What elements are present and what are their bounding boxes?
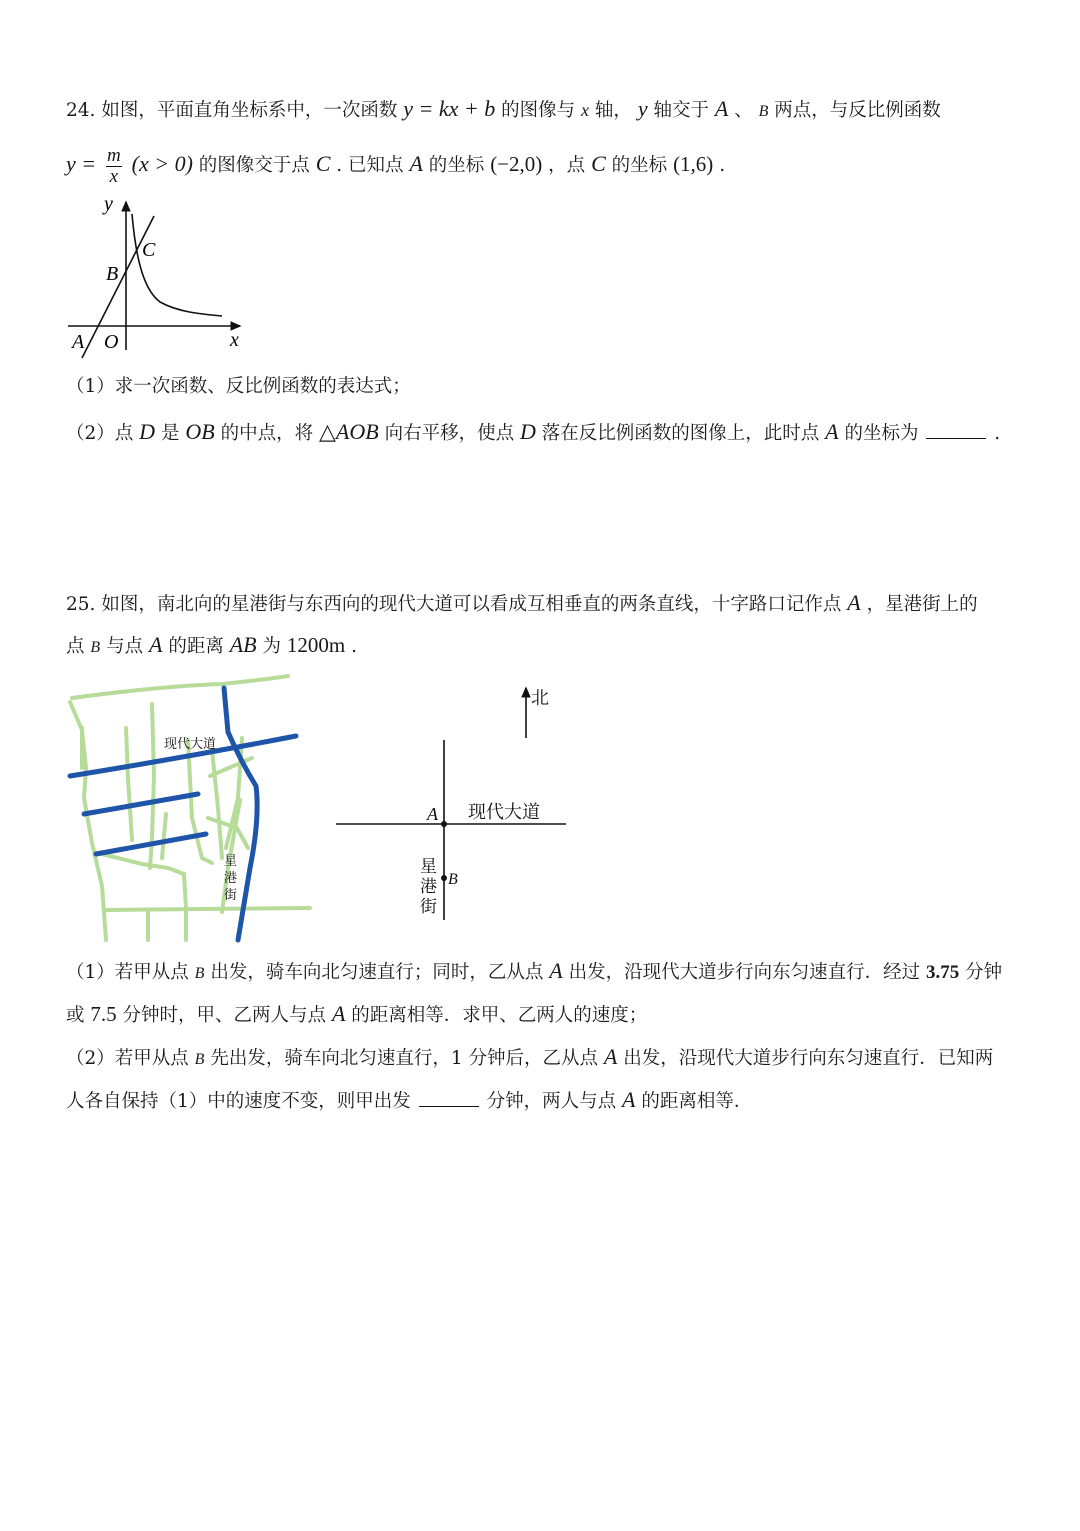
q24-text: . 已知点 [336,155,404,176]
point-A: A [621,1087,636,1112]
q24-part-1: （1）求一次函数、反比例函数的表达式； [66,376,411,397]
q25-text: 或 [66,1005,85,1026]
graph-C-label: C [142,239,156,261]
time-1: 3.75 [926,962,960,983]
q25-text: 如图，南北向的星港街与东西向的现代大道可以看成互相垂直的两条直线，十字路口记作点 [101,594,842,615]
point-A: A [549,958,563,983]
q25-text: 的距离相等． [641,1091,753,1112]
segment-AB: AB [229,632,257,657]
frac-lhs: y = [66,151,97,176]
point-B: B [758,103,769,120]
point-A: A [825,419,839,444]
frac-numerator: m [107,145,121,166]
q25-text: 分钟 [965,962,1003,983]
q25-line-2 [66,634,357,657]
q24-text: 是 [160,423,180,444]
q24-text: 向右平移，使点 [384,423,515,444]
q24-text: ，点 [548,155,586,176]
map-street-char-3: 街 [224,887,238,902]
q24-text: 如图，平面直角坐标系中，一次函数 [101,100,398,121]
q24-text: . [719,155,726,176]
q24-text: 的坐标 [428,155,485,176]
q25-text: 的距离 [168,636,224,657]
map-street-label [224,853,240,902]
q24-line-2 [66,146,725,186]
q24-text: . [994,423,1001,444]
coord-C: (1,6) [673,152,714,176]
graph-B-label: B [106,263,119,285]
diagram-street-char-1: 星 [420,857,437,876]
graph-y-label: y [104,193,113,215]
q25-text: 出发，骑车向北匀速直行；同时，乙从点 [210,962,544,983]
point-A: A [409,151,423,176]
q24-text: 的坐标 [611,155,668,176]
q24-text: 的图像与 [501,100,576,121]
q25-text: 与点 [106,636,144,657]
q25-text: . [351,636,358,657]
point-A: A [603,1044,618,1069]
point-B-dot [441,875,447,881]
q24-text: 两点，与反比例函数 [774,100,941,121]
coord-A: (−2,0) [490,152,543,176]
triangle-AOB: △AOB [318,419,379,444]
diagram-road-label: 现代大道 [468,802,540,822]
frac-denominator: x [109,166,119,187]
time-2: 7.5 [90,1002,117,1026]
q25-text: ，星港街上的 [866,594,978,615]
map-street-char-1: 星 [224,853,238,868]
point-A: A [331,1001,346,1026]
q25-text: （1）若甲从点 [66,962,189,983]
point-A: A [714,96,729,121]
graph-x-label: x [230,329,239,351]
q24-text: （2）点 [66,423,134,444]
q25-part-1-line-2 [66,1003,647,1026]
north-label: 北 [531,688,549,708]
point-A: A [148,632,163,657]
q24-text: 、 [734,100,753,121]
point-D: D [139,419,156,444]
q24-text: 的中点，将 [220,423,314,444]
q24-number: 24. [66,100,96,121]
q25-text: （2）若甲从点 [66,1048,189,1069]
point-C: C [591,151,606,176]
q24-part-2 [66,421,1000,444]
q25-text: 分钟，两人与点 [486,1091,617,1112]
diagram-A-label: A [427,804,438,824]
q25-text: 点 [66,636,85,657]
q25-text: 为 [262,636,282,657]
point-D: D [519,419,536,444]
distance-value: 1200m [286,633,346,657]
point-A: A [847,590,861,615]
var-y: y [637,96,648,121]
graph-O-label: O [104,331,119,353]
diagram-B-label: B [448,871,458,888]
point-C: C [315,151,331,176]
q25-text: 人各自保持（1）中的速度不变，则甲出发 [66,1091,411,1112]
point-B: B [90,639,101,656]
q25-text: 出发，沿现代大道步行向东匀速直行．经过 [568,962,921,983]
q25-number: 25. [66,594,96,615]
q25-text: 分钟时，甲、乙两人与点 [122,1005,327,1026]
answer-blank [926,422,986,439]
linear-equation: y = kx + b [403,96,496,121]
map-road-label: 现代大道 [164,736,217,751]
q25-line-1 [66,592,978,615]
fraction-m-over-x [106,146,122,186]
domain-condition: (x > 0) [131,151,193,176]
answer-blank [419,1090,479,1107]
q24-text: 轴交于 [653,100,709,121]
point-B: B [194,1051,205,1068]
q24-text: 落在反比例函数的图像上，此时点 [541,423,820,444]
point-A-dot [441,821,447,827]
segment-OB: OB [185,419,215,444]
map-street-char-2: 港 [224,870,238,885]
var-x: x [581,100,590,120]
q25-part-2-line-2 [66,1089,752,1112]
q24-text: 轴， [594,100,632,121]
q24-line-1 [66,98,941,121]
schematic-diagram [330,680,590,930]
q25-text: 先出发，骑车向北匀速直行，1 分钟后，乙从点 [210,1048,598,1069]
q24-text: 的图像交于点 [198,155,310,176]
diagram-street-char-3: 街 [420,897,437,916]
q25-part-2-line-1 [66,1046,993,1069]
q25-text: 出发，沿现代大道步行向东匀速直行．已知两 [623,1048,994,1069]
q25-text: 的距离相等．求甲、乙两人的速度； [351,1005,648,1026]
q24-graph [60,190,260,360]
q25-part-1-line-1 [66,960,1002,983]
q24-text: 的坐标为 [844,423,919,444]
point-B: B [194,965,205,982]
diagram-street-label [420,857,441,916]
diagram-street-char-2: 港 [420,877,437,896]
graph-A-label: A [72,331,85,353]
hyperbola-curve [132,214,222,316]
street-map [62,668,318,944]
